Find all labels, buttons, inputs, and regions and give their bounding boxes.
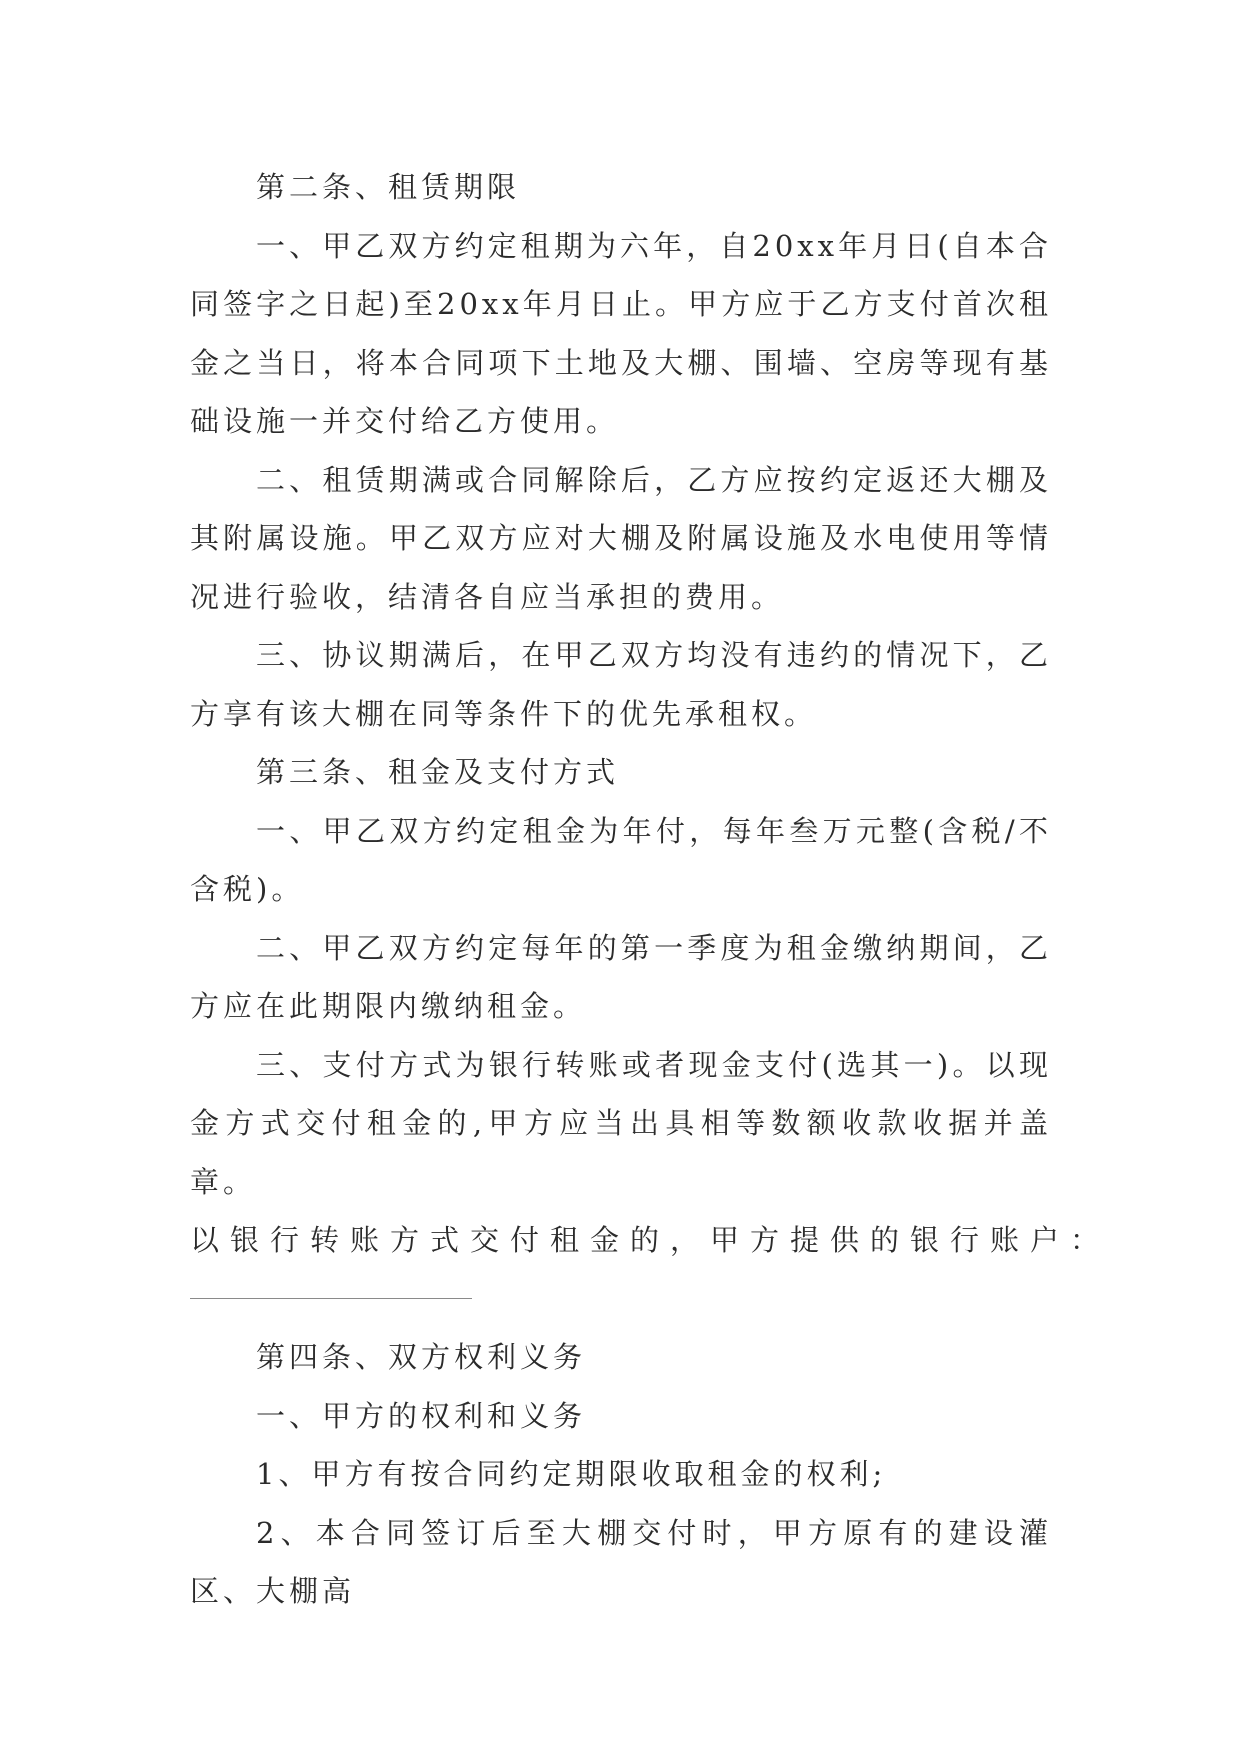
underline-divider — [190, 1298, 472, 1299]
paragraph-lease-term: 一、甲乙双方约定租期为六年，自20xx年月日(自本合同签字之日起)至20xx年月日止。甲方应于乙方支付首次租金之当日，将本合同项下土地及大棚、围墙、空房等现有基础设施一并交付给乙方使用。 — [190, 228, 1052, 438]
section-heading-2: 第二条、租赁期限 — [256, 170, 521, 204]
paragraph-lease-return: 二、租赁期满或合同解除后，乙方应按约定返还大棚及其附属设施。甲乙双方应对大棚及附属设施及水电使用等情况进行验收，结清各自应当承担的费用。 — [190, 462, 1052, 614]
list-item-2: 2、本合同签订后至大棚交付时，甲方原有的建设灌区、大棚高 — [190, 1515, 1052, 1608]
section-heading-4: 第四条、双方权利义务 — [256, 1340, 587, 1374]
paragraph-rent-amount: 一、甲乙双方约定租金为年付，每年叁万元整(含税/不含税)。 — [190, 813, 1052, 906]
document-body — [190, 158, 1111, 1621]
paragraph-rent-period: 二、甲乙双方约定每年的第一季度为租金缴纳期间，乙方应在此期限内缴纳租金。 — [190, 930, 1052, 1023]
section-heading-3: 第三条、租金及支付方式 — [256, 755, 620, 789]
paragraph-payment-method: 三、支付方式为银行转账或者现金支付(选其一)。以现金方式交付租金的,甲方应当出具相等数额收款收据并盖章。 — [190, 1047, 1052, 1199]
paragraph-bank-account: 以银行转账方式交付租金的，甲方提供的银行账户： — [190, 1223, 1111, 1257]
subheading-party-a: 一、甲方的权利和义务 — [256, 1398, 587, 1433]
paragraph-priority-lease: 三、协议期满后，在甲乙双方均没有违约的情况下，乙方享有该大棚在同等条件下的优先承租权。 — [190, 638, 1052, 731]
blank-fill-line — [190, 1270, 1052, 1329]
list-item-1: 1、甲方有按合同约定期限收取租金的权利; — [256, 1457, 887, 1491]
